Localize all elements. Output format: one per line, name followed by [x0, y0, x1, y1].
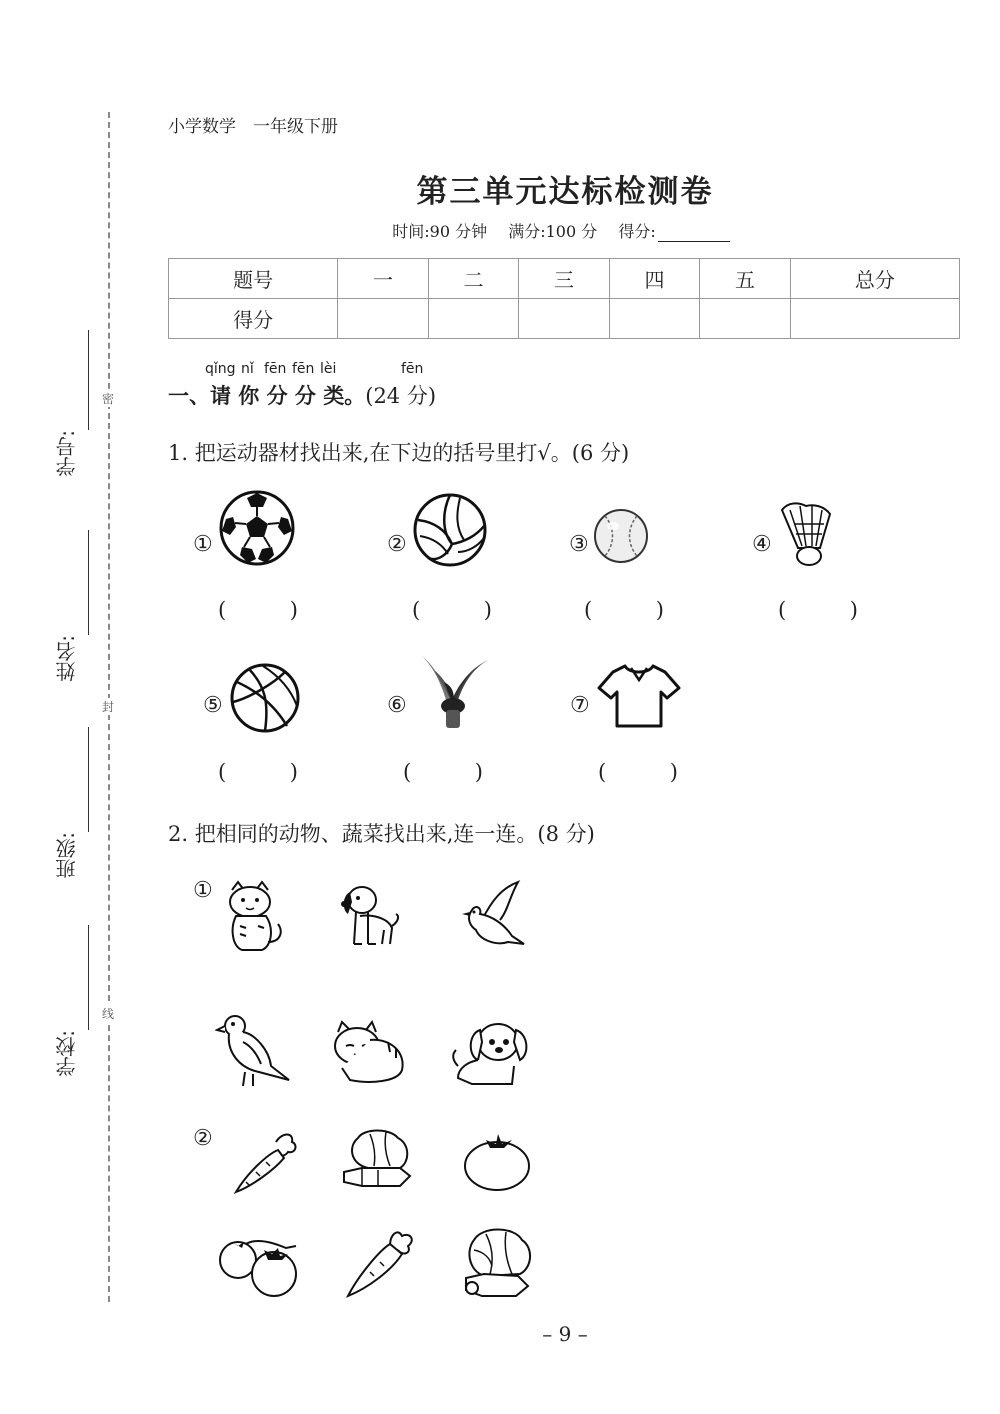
feather-shuttlecock-icon — [414, 652, 492, 738]
answer-parentheses[interactable]: ( ) — [218, 760, 298, 784]
page-title: 第三单元达标检测卷 — [416, 174, 714, 210]
name-label: 姓名: — [55, 635, 79, 682]
pinyin: fēn — [292, 361, 315, 377]
shuttlecock-icon — [776, 500, 838, 568]
carrot-icon[interactable] — [340, 1226, 418, 1300]
item-number: ① — [193, 532, 213, 557]
class-label: 班级: — [55, 832, 79, 879]
question-2-text: 2. 把相同的动物、蔬菜找出来,连一连。(8 分) — [168, 822, 595, 846]
pinyin: fēn — [264, 361, 287, 377]
item-number: ④ — [752, 532, 772, 557]
seal-char-feng: 封 — [101, 700, 114, 714]
basketball-icon — [229, 662, 301, 734]
group-1-label: ① — [193, 878, 213, 903]
score-table-header: 五 — [700, 259, 791, 299]
pinyin: lèi — [320, 361, 337, 377]
seal-char-mi: 密 — [101, 392, 114, 406]
score-cell[interactable] — [790, 299, 959, 339]
score-table-header: 四 — [609, 259, 700, 299]
pinyin: qǐng — [205, 361, 236, 377]
answer-parentheses[interactable]: ( ) — [218, 598, 298, 622]
score-table-header-row — [169, 259, 960, 299]
carrot-icon[interactable] — [228, 1128, 300, 1198]
score-table-row — [169, 299, 960, 339]
tomatoes-icon[interactable] — [216, 1234, 302, 1300]
page-number: – 9 – — [542, 1322, 588, 1346]
answer-parentheses[interactable]: ( ) — [598, 760, 678, 784]
score-row-label: 得分 — [169, 299, 338, 339]
exam-meta — [0, 219, 1000, 242]
item-number: ③ — [569, 532, 589, 557]
question-1-text: 1. 把运动器材找出来,在下边的括号里打√。(6 分) — [168, 441, 630, 465]
soccer-ball-icon — [218, 489, 296, 567]
school-field[interactable] — [52, 925, 92, 1090]
section-1-heading: 一、请 你 分 分 类。(24 分) — [168, 383, 437, 408]
name-field[interactable] — [52, 530, 92, 690]
score-table-header: 二 — [428, 259, 519, 299]
baseball-icon — [593, 508, 649, 564]
dog-icon[interactable] — [448, 1016, 534, 1088]
answer-parentheses[interactable]: ( ) — [403, 760, 483, 784]
seal-char-xian: 线 — [101, 1007, 114, 1021]
score-table — [168, 258, 960, 339]
item-number: ⑦ — [570, 693, 590, 718]
score-blank[interactable] — [658, 225, 730, 242]
cabbage-icon[interactable] — [460, 1226, 536, 1300]
bird-icon[interactable] — [215, 1010, 295, 1090]
score-table-header: 总分 — [790, 259, 959, 299]
score-info: 得分: — [618, 222, 737, 241]
full-marks-info: 满分:100 分 — [508, 222, 598, 241]
dog-icon[interactable] — [338, 880, 402, 952]
pinyin: nǐ — [241, 361, 254, 377]
answer-parentheses[interactable]: ( ) — [778, 598, 858, 622]
student-number-label: 学号: — [55, 430, 79, 477]
item-number: ⑥ — [387, 693, 407, 718]
score-cell[interactable] — [609, 299, 700, 339]
cabbage-icon[interactable] — [340, 1128, 414, 1194]
cat-icon[interactable] — [222, 880, 288, 956]
t-shirt-icon — [595, 662, 683, 730]
pinyin: fēn — [401, 361, 424, 377]
score-cell[interactable] — [428, 299, 519, 339]
answer-parentheses[interactable]: ( ) — [584, 598, 664, 622]
score-table-header: 一 — [338, 259, 429, 299]
item-number: ② — [387, 532, 407, 557]
time-info: 时间:90 分钟 — [392, 222, 488, 241]
item-number: ⑤ — [203, 693, 223, 718]
score-table-header: 题号 — [169, 259, 338, 299]
score-table-header: 三 — [519, 259, 610, 299]
student-number-field[interactable] — [52, 330, 92, 490]
answer-parentheses[interactable]: ( ) — [412, 598, 492, 622]
group-2-label: ② — [193, 1126, 213, 1151]
score-cell[interactable] — [519, 299, 610, 339]
tomato-icon[interactable] — [462, 1130, 532, 1192]
score-cell[interactable] — [338, 299, 429, 339]
class-field[interactable] — [52, 727, 92, 887]
dove-icon[interactable] — [452, 880, 528, 956]
volleyball-icon — [412, 492, 488, 568]
cat-icon[interactable] — [330, 1018, 410, 1086]
book-subtitle: 小学数学 一年级下册 — [168, 117, 338, 137]
score-cell[interactable] — [700, 299, 791, 339]
school-label: 学校: — [55, 1030, 79, 1077]
